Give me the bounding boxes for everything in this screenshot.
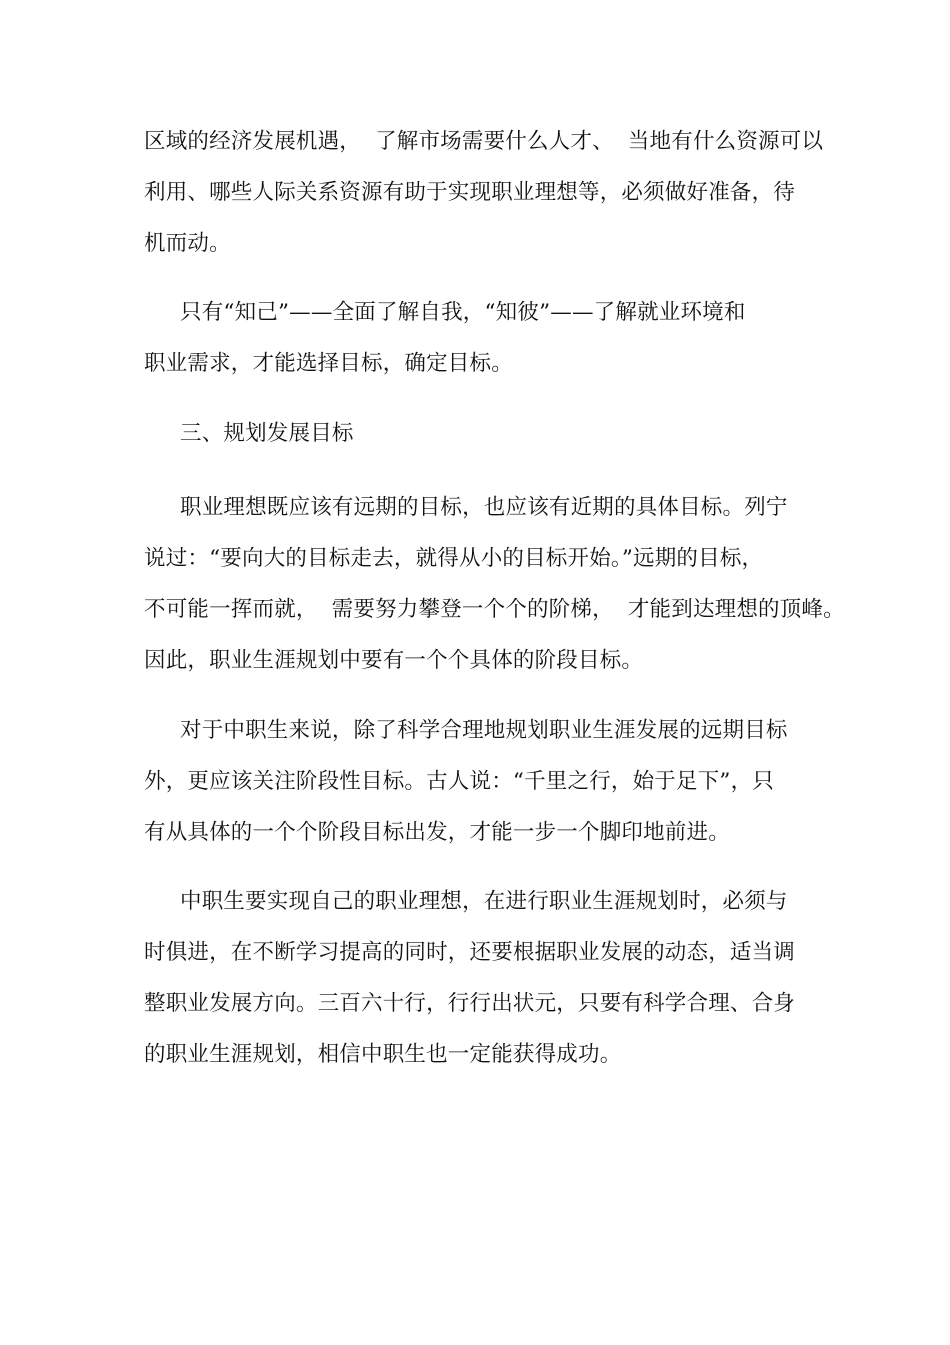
section-heading: 三、规划发展目标 <box>180 421 354 446</box>
paragraph-5-line-4: 的职业生涯规划，相信中职生也一定能获得成功。 <box>144 1042 622 1067</box>
paragraph-1-line-3: 机而动。 <box>144 231 231 256</box>
paragraph-5-line-1: 中职生要实现自己的职业理想，在进行职业生涯规划时，必须与 <box>180 889 788 914</box>
paragraph-4-line-3: 有从具体的一个个阶段目标出发，才能一步一个脚印地前进。 <box>144 820 730 845</box>
paragraph-1-line-2: 利用、哪些人际关系资源有助于实现职业理想等，必须做好准备，待 <box>144 180 796 205</box>
paragraph-4-line-1: 对于中职生来说，除了科学合理地规划职业生涯发展的远期目标 <box>180 718 788 743</box>
paragraph-3-line-1: 职业理想既应该有远期的目标，也应该有近期的具体目标。列宁 <box>180 495 788 520</box>
paragraph-2-line-1: 只有“知己”——全面了解自我，“知彼”——了解就业环境和 <box>180 300 746 325</box>
paragraph-3-line-2: 说过：“要向大的目标走去，就得从小的目标开始。”远期的目标， <box>144 546 764 571</box>
paragraph-5-line-2: 时俱进，在不断学习提高的同时，还要根据职业发展的动态，适当调 <box>144 940 796 965</box>
paragraph-1-line-1: 区域的经济发展机遇， 了解市场需要什么人才、 当地有什么资源可以 <box>144 129 824 154</box>
paragraph-3-line-3: 不可能一挥而就， 需要努力攀登一个个的阶梯， 才能到达理想的顶峰。 <box>144 597 845 622</box>
paragraph-2-line-2: 职业需求，才能选择目标，确定目标。 <box>144 351 513 376</box>
paragraph-4-line-2: 外，更应该关注阶段性目标。古人说：“千里之行，始于足下”，只 <box>144 769 774 794</box>
paragraph-3-line-4: 因此，职业生涯规划中要有一个个具体的阶段目标。 <box>144 648 644 673</box>
paragraph-5-line-3: 整职业发展方向。三百六十行，行行出状元，只要有科学合理、合身 <box>144 991 796 1016</box>
